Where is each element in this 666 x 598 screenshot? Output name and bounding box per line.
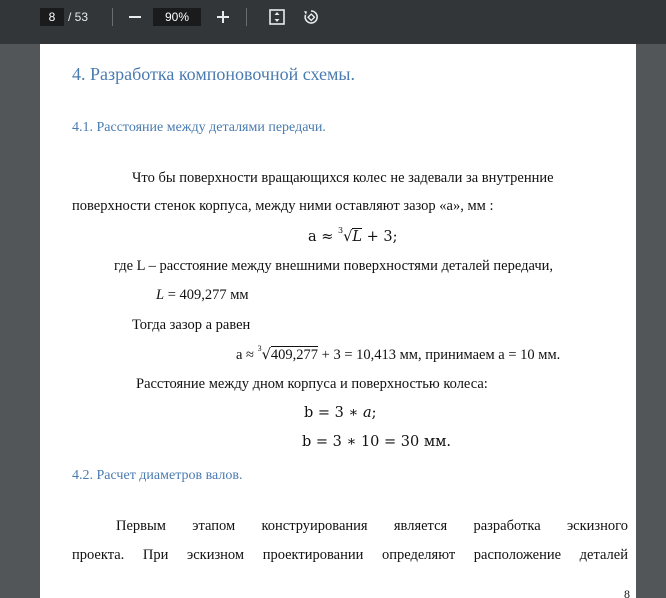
subsection-heading: 4.2. Расчет диаметров валов. (72, 468, 243, 483)
word: Первым (116, 518, 166, 534)
calc-lhs: a ≈ (236, 346, 258, 363)
total-pages-label: / 53 (68, 10, 89, 24)
word: является (393, 518, 448, 534)
paragraph-line: где L – расстояние между внешними поверхностями деталей передачи, (114, 258, 554, 274)
formula-rhs: + 3; (362, 228, 398, 245)
radical-sign: √ (343, 228, 353, 245)
root-index: 3 (257, 344, 262, 353)
calc-radicand: 409,277 (270, 346, 319, 363)
paragraph-line: поверхности стенок корпуса, между ними оставляют зазор «а», мм : (72, 198, 494, 214)
formula-b-var: a (362, 405, 372, 421)
formula-b-end: ; (371, 405, 377, 421)
toolbar-divider (112, 8, 113, 26)
pdf-toolbar (0, 0, 666, 44)
word: эскизного (566, 518, 628, 534)
L-value: = 409,277 мм (164, 287, 249, 303)
paragraph-line: Тогда зазор а равен (132, 317, 251, 333)
rotate-icon[interactable] (300, 6, 322, 28)
formula-b-text: b = 3 ∗ (304, 405, 363, 421)
word: деталей (579, 547, 628, 563)
value-line (156, 287, 249, 304)
zoom-out-icon[interactable] (124, 6, 146, 28)
word: проектировании (262, 547, 364, 563)
fit-to-page-icon[interactable] (266, 6, 288, 28)
paragraph-line: Что бы поверхности вращающихся колес не задевали за внутренние (132, 170, 554, 186)
toolbar-divider (246, 8, 247, 26)
zoom-in-icon[interactable] (212, 6, 234, 28)
paragraph-line-justified (116, 518, 628, 535)
zoom-level-input[interactable]: 90% (153, 8, 201, 26)
L-symbol: L (156, 287, 165, 303)
pdf-page (40, 44, 636, 598)
word: эскизном (186, 547, 245, 563)
formula-b-calc: b = 3 ∗ 10 = 30 мм. (302, 434, 451, 450)
radical-sign: √ (261, 346, 271, 363)
word: При (142, 547, 169, 563)
root-index: 3 (338, 226, 344, 235)
formula-b (304, 405, 377, 421)
paragraph-line-justified (72, 547, 628, 564)
section-heading: 4. Разработка компоновочной схемы. (72, 64, 355, 84)
word: проекта. (72, 547, 125, 563)
word: разработка (473, 518, 541, 534)
page-number: 8 (624, 587, 630, 598)
word: этапом (192, 518, 236, 534)
word: определяют (381, 547, 456, 563)
subsection-heading: 4.1. Расстояние между деталями передачи. (72, 120, 326, 135)
word: конструирования (261, 518, 368, 534)
formula-radicand: L (352, 228, 362, 245)
formula-lhs: a ≈ (308, 228, 339, 245)
formula-gap (308, 228, 397, 245)
word: расположение (473, 547, 562, 563)
formula-gap-calc (236, 346, 560, 364)
calc-rhs: + 3 = 10,413 мм, принимаем а = 10 мм. (318, 346, 561, 363)
page-number-input[interactable]: 8 (40, 8, 64, 26)
paragraph-line: Расстояние между дном корпуса и поверхностью колеса: (136, 376, 488, 392)
